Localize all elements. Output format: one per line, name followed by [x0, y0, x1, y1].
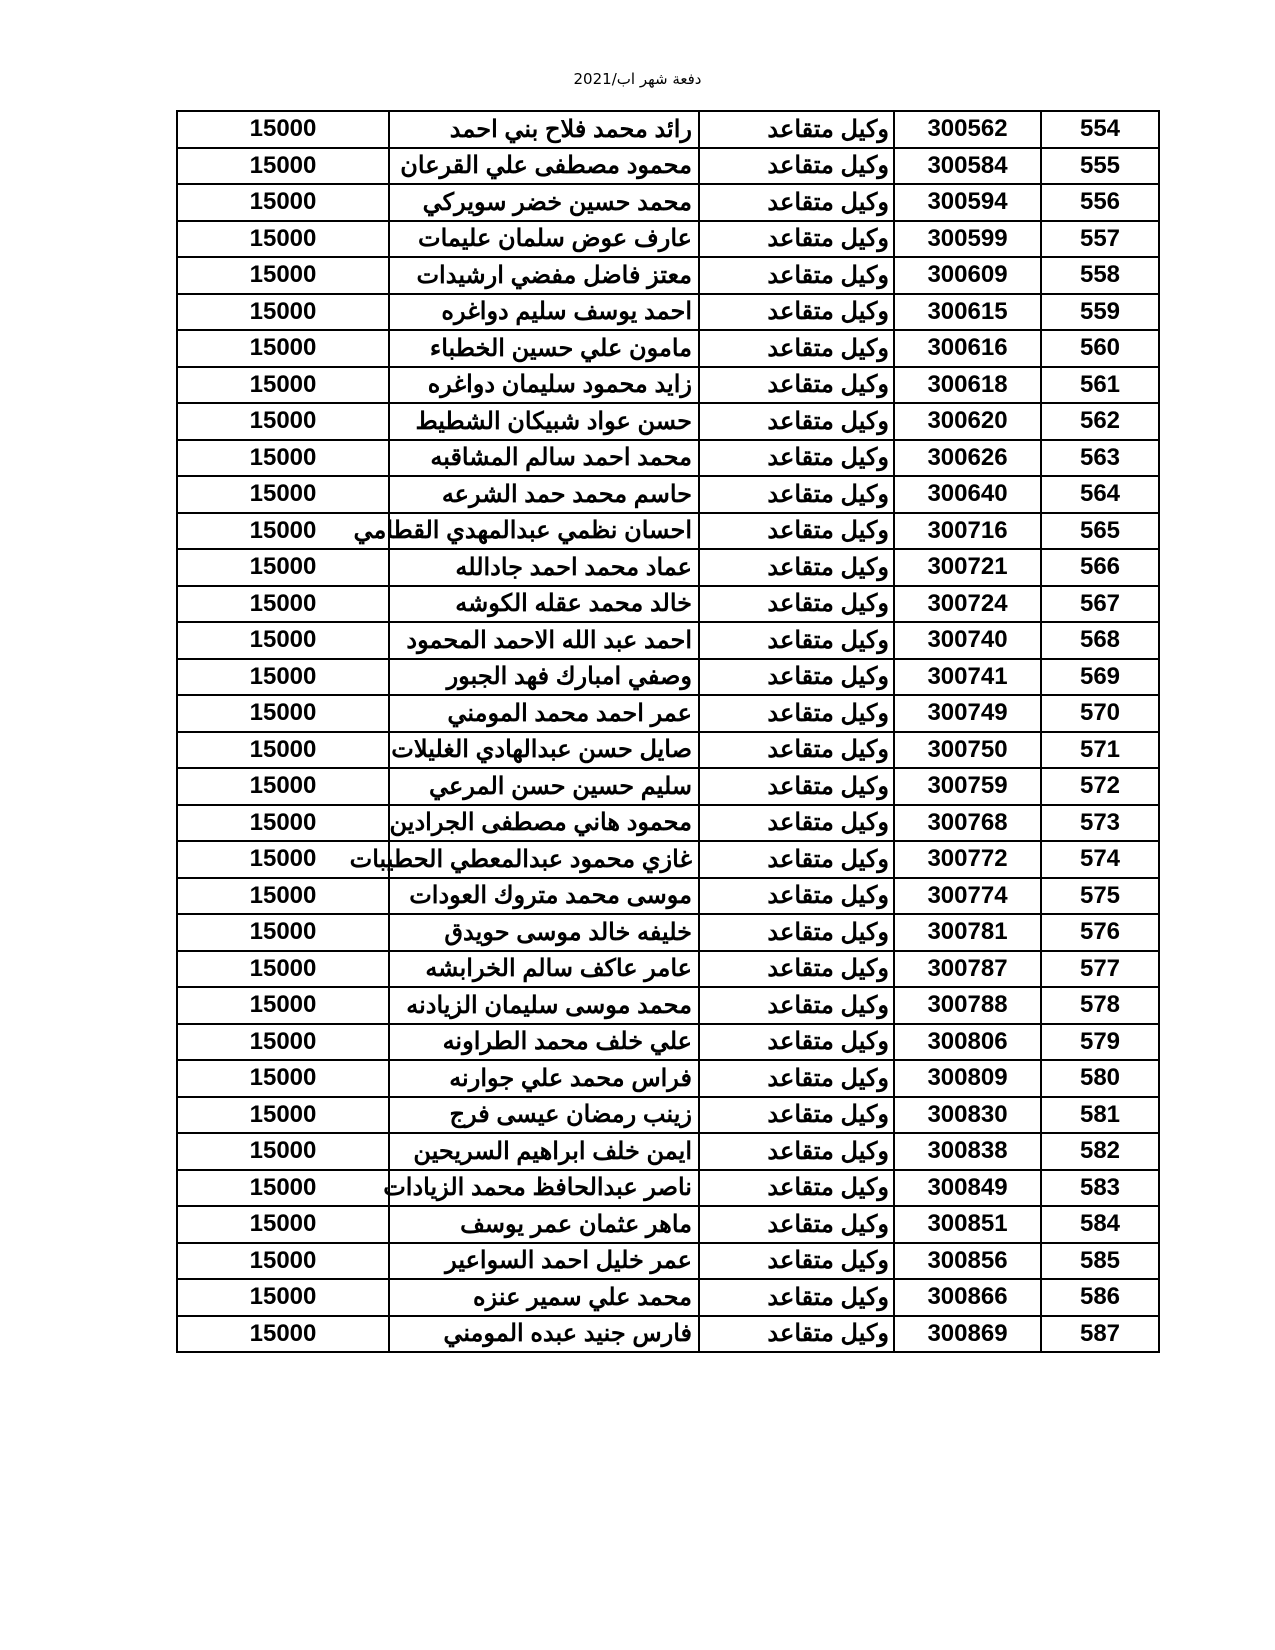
military-number-cell: 300740: [894, 622, 1041, 659]
military-number-cell: 300749: [894, 695, 1041, 732]
military-number-cell: 300806: [894, 1024, 1041, 1061]
table-row: [177, 1133, 1159, 1170]
rank-cell: وكيل متقاعد: [699, 914, 894, 951]
serial-number-cell: 570: [1041, 695, 1159, 732]
roster-table: [176, 110, 1160, 1353]
serial-number-cell: 563: [1041, 440, 1159, 477]
table-row: [177, 768, 1159, 805]
serial-number-cell: 566: [1041, 549, 1159, 586]
table-row: [177, 476, 1159, 513]
military-number-cell: 300626: [894, 440, 1041, 477]
rank-cell: وكيل متقاعد: [699, 1060, 894, 1097]
name-cell: محمد احمد سالم المشاقبه: [389, 440, 699, 477]
roster-body: [177, 111, 1159, 1352]
name-cell: معتز فاضل مفضي ارشيدات: [389, 257, 699, 294]
serial-number-cell: 562: [1041, 403, 1159, 440]
name-cell: عماد محمد احمد جادالله: [389, 549, 699, 586]
rank-cell: وكيل متقاعد: [699, 111, 894, 148]
rank-cell: وكيل متقاعد: [699, 221, 894, 258]
amount-cell: 15000: [177, 1133, 389, 1170]
serial-number-cell: 579: [1041, 1024, 1159, 1061]
serial-number-cell: 568: [1041, 622, 1159, 659]
serial-number-cell: 581: [1041, 1097, 1159, 1134]
table-row: [177, 257, 1159, 294]
table-row: [177, 987, 1159, 1024]
rank-cell: وكيل متقاعد: [699, 403, 894, 440]
military-number-cell: 300768: [894, 805, 1041, 842]
rank-cell: وكيل متقاعد: [699, 148, 894, 185]
serial-number-cell: 583: [1041, 1170, 1159, 1207]
military-number-cell: 300640: [894, 476, 1041, 513]
rank-cell: وكيل متقاعد: [699, 1133, 894, 1170]
amount-cell: 15000: [177, 695, 389, 732]
military-number-cell: 300759: [894, 768, 1041, 805]
amount-cell: 15000: [177, 476, 389, 513]
rank-cell: وكيل متقاعد: [699, 1206, 894, 1243]
serial-number-cell: 559: [1041, 294, 1159, 331]
table-row: [177, 841, 1159, 878]
table-row: [177, 1097, 1159, 1134]
amount-cell: 15000: [177, 440, 389, 477]
rank-cell: وكيل متقاعد: [699, 1097, 894, 1134]
rank-cell: وكيل متقاعد: [699, 1243, 894, 1280]
serial-number-cell: 585: [1041, 1243, 1159, 1280]
amount-cell: 15000: [177, 622, 389, 659]
rank-cell: وكيل متقاعد: [699, 330, 894, 367]
table-row: [177, 586, 1159, 623]
amount-cell: 15000: [177, 878, 389, 915]
name-cell: عامر عاكف سالم الخرابشه: [389, 951, 699, 988]
serial-number-cell: 573: [1041, 805, 1159, 842]
amount-cell: 15000: [177, 1243, 389, 1280]
serial-number-cell: 557: [1041, 221, 1159, 258]
name-cell: ماهر عثمان عمر يوسف: [389, 1206, 699, 1243]
rank-cell: وكيل متقاعد: [699, 1279, 894, 1316]
table-row: [177, 1279, 1159, 1316]
name-cell: مامون علي حسين الخطباء: [389, 330, 699, 367]
table-row: [177, 111, 1159, 148]
table-row: [177, 805, 1159, 842]
rank-cell: وكيل متقاعد: [699, 622, 894, 659]
amount-cell: 15000: [177, 1170, 389, 1207]
military-number-cell: 300721: [894, 549, 1041, 586]
rank-cell: وكيل متقاعد: [699, 732, 894, 769]
serial-number-cell: 578: [1041, 987, 1159, 1024]
rank-cell: وكيل متقاعد: [699, 1170, 894, 1207]
military-number-cell: 300830: [894, 1097, 1041, 1134]
table-row: [177, 1316, 1159, 1353]
amount-cell: 15000: [177, 148, 389, 185]
table-row: [177, 294, 1159, 331]
military-number-cell: 300716: [894, 513, 1041, 550]
name-cell: رائد محمد فلاح بني احمد: [389, 111, 699, 148]
name-cell: فارس جنيد عبده المومني: [389, 1316, 699, 1353]
name-cell: خليفه خالد موسى حويدق: [389, 914, 699, 951]
serial-number-cell: 584: [1041, 1206, 1159, 1243]
serial-number-cell: 574: [1041, 841, 1159, 878]
serial-number-cell: 556: [1041, 184, 1159, 221]
name-cell: عارف عوض سلمان عليمات: [389, 221, 699, 258]
table-row: [177, 549, 1159, 586]
table-row: [177, 1243, 1159, 1280]
rank-cell: وكيل متقاعد: [699, 476, 894, 513]
rank-cell: وكيل متقاعد: [699, 549, 894, 586]
table-row: [177, 367, 1159, 404]
military-number-cell: 300599: [894, 221, 1041, 258]
table-row: [177, 732, 1159, 769]
military-number-cell: 300620: [894, 403, 1041, 440]
name-cell: سليم حسين حسن المرعي: [389, 768, 699, 805]
rank-cell: وكيل متقاعد: [699, 841, 894, 878]
rank-cell: وكيل متقاعد: [699, 184, 894, 221]
amount-cell: 15000: [177, 367, 389, 404]
rank-cell: وكيل متقاعد: [699, 805, 894, 842]
rank-cell: وكيل متقاعد: [699, 367, 894, 404]
rank-cell: وكيل متقاعد: [699, 659, 894, 696]
table-row: [177, 1024, 1159, 1061]
table-row: [177, 330, 1159, 367]
name-cell: زينب رمضان عيسى فرج: [389, 1097, 699, 1134]
military-number-cell: 300856: [894, 1243, 1041, 1280]
table-row: [177, 1060, 1159, 1097]
name-cell: غازي محمود عبدالمعطي الحطيبات: [389, 841, 699, 878]
serial-number-cell: 554: [1041, 111, 1159, 148]
table-row: [177, 951, 1159, 988]
table-row: [177, 914, 1159, 951]
name-cell: صايل حسن عبدالهادي الغليلات: [389, 732, 699, 769]
amount-cell: 15000: [177, 1206, 389, 1243]
amount-cell: 15000: [177, 403, 389, 440]
table-row: [177, 1170, 1159, 1207]
name-cell: احسان نظمي عبدالمهدي القطامي: [389, 513, 699, 550]
amount-cell: 15000: [177, 768, 389, 805]
serial-number-cell: 582: [1041, 1133, 1159, 1170]
military-number-cell: 300787: [894, 951, 1041, 988]
amount-cell: 15000: [177, 184, 389, 221]
amount-cell: 15000: [177, 257, 389, 294]
amount-cell: 15000: [177, 111, 389, 148]
rank-cell: وكيل متقاعد: [699, 1316, 894, 1353]
military-number-cell: 300609: [894, 257, 1041, 294]
amount-cell: 15000: [177, 1316, 389, 1353]
military-number-cell: 300750: [894, 732, 1041, 769]
amount-cell: 15000: [177, 1097, 389, 1134]
military-number-cell: 300594: [894, 184, 1041, 221]
military-number-cell: 300781: [894, 914, 1041, 951]
name-cell: احمد يوسف سليم دواغره: [389, 294, 699, 331]
military-number-cell: 300584: [894, 148, 1041, 185]
serial-number-cell: 577: [1041, 951, 1159, 988]
rank-cell: وكيل متقاعد: [699, 257, 894, 294]
amount-cell: 15000: [177, 294, 389, 331]
military-number-cell: 300788: [894, 987, 1041, 1024]
serial-number-cell: 580: [1041, 1060, 1159, 1097]
table-row: [177, 184, 1159, 221]
serial-number-cell: 569: [1041, 659, 1159, 696]
rank-cell: وكيل متقاعد: [699, 586, 894, 623]
amount-cell: 15000: [177, 1279, 389, 1316]
amount-cell: 15000: [177, 1060, 389, 1097]
name-cell: ايمن خلف ابراهيم السريحين: [389, 1133, 699, 1170]
rank-cell: وكيل متقاعد: [699, 513, 894, 550]
serial-number-cell: 576: [1041, 914, 1159, 951]
name-cell: عمر خليل احمد السواعير: [389, 1243, 699, 1280]
military-number-cell: 300866: [894, 1279, 1041, 1316]
amount-cell: 15000: [177, 841, 389, 878]
military-number-cell: 300851: [894, 1206, 1041, 1243]
table-row: [177, 695, 1159, 732]
table-row: [177, 659, 1159, 696]
table-row: [177, 221, 1159, 258]
amount-cell: 15000: [177, 549, 389, 586]
serial-number-cell: 587: [1041, 1316, 1159, 1353]
serial-number-cell: 571: [1041, 732, 1159, 769]
military-number-cell: 300838: [894, 1133, 1041, 1170]
amount-cell: 15000: [177, 732, 389, 769]
amount-cell: 15000: [177, 987, 389, 1024]
rank-cell: وكيل متقاعد: [699, 987, 894, 1024]
military-number-cell: 300869: [894, 1316, 1041, 1353]
amount-cell: 15000: [177, 513, 389, 550]
rank-cell: وكيل متقاعد: [699, 440, 894, 477]
table-row: [177, 878, 1159, 915]
rank-cell: وكيل متقاعد: [699, 951, 894, 988]
amount-cell: 15000: [177, 221, 389, 258]
name-cell: محمد حسين خضر سويركي: [389, 184, 699, 221]
name-cell: موسى محمد متروك العودات: [389, 878, 699, 915]
table-row: [177, 622, 1159, 659]
amount-cell: 15000: [177, 914, 389, 951]
military-number-cell: 300772: [894, 841, 1041, 878]
name-cell: عمر احمد محمد المومني: [389, 695, 699, 732]
page-title: دفعة شهر اب/2021: [573, 70, 702, 88]
military-number-cell: 300849: [894, 1170, 1041, 1207]
name-cell: خالد محمد عقله الكوشه: [389, 586, 699, 623]
name-cell: حسن عواد شبيكان الشطيط: [389, 403, 699, 440]
amount-cell: 15000: [177, 330, 389, 367]
rank-cell: وكيل متقاعد: [699, 878, 894, 915]
rank-cell: وكيل متقاعد: [699, 695, 894, 732]
serial-number-cell: 586: [1041, 1279, 1159, 1316]
name-cell: فراس محمد علي جوارنه: [389, 1060, 699, 1097]
military-number-cell: 300618: [894, 367, 1041, 404]
military-number-cell: 300741: [894, 659, 1041, 696]
name-cell: محمود مصطفى علي القرعان: [389, 148, 699, 185]
name-cell: وصفي امبارك فهد الجبور: [389, 659, 699, 696]
serial-number-cell: 564: [1041, 476, 1159, 513]
military-number-cell: 300774: [894, 878, 1041, 915]
military-number-cell: 300616: [894, 330, 1041, 367]
table-row: [177, 513, 1159, 550]
military-number-cell: 300809: [894, 1060, 1041, 1097]
serial-number-cell: 572: [1041, 768, 1159, 805]
name-cell: حاسم محمد حمد الشرعه: [389, 476, 699, 513]
amount-cell: 15000: [177, 586, 389, 623]
amount-cell: 15000: [177, 659, 389, 696]
serial-number-cell: 565: [1041, 513, 1159, 550]
rank-cell: وكيل متقاعد: [699, 294, 894, 331]
table-row: [177, 1206, 1159, 1243]
table-row: [177, 440, 1159, 477]
name-cell: محمد موسى سليمان الزيادنه: [389, 987, 699, 1024]
name-cell: ناصر عبدالحافظ محمد الزيادات: [389, 1170, 699, 1207]
rank-cell: وكيل متقاعد: [699, 768, 894, 805]
name-cell: زايد محمود سليمان دواغره: [389, 367, 699, 404]
name-cell: محمد علي سمير عنزه: [389, 1279, 699, 1316]
amount-cell: 15000: [177, 1024, 389, 1061]
serial-number-cell: 558: [1041, 257, 1159, 294]
name-cell: علي خلف محمد الطراونه: [389, 1024, 699, 1061]
serial-number-cell: 555: [1041, 148, 1159, 185]
military-number-cell: 300615: [894, 294, 1041, 331]
amount-cell: 15000: [177, 805, 389, 842]
serial-number-cell: 575: [1041, 878, 1159, 915]
amount-cell: 15000: [177, 951, 389, 988]
name-cell: احمد عبد الله الاحمد المحمود: [389, 622, 699, 659]
serial-number-cell: 561: [1041, 367, 1159, 404]
serial-number-cell: 560: [1041, 330, 1159, 367]
military-number-cell: 300724: [894, 586, 1041, 623]
rank-cell: وكيل متقاعد: [699, 1024, 894, 1061]
military-number-cell: 300562: [894, 111, 1041, 148]
name-cell: محمود هاني مصطفى الجرادين: [389, 805, 699, 842]
table-row: [177, 148, 1159, 185]
serial-number-cell: 567: [1041, 586, 1159, 623]
table-row: [177, 403, 1159, 440]
